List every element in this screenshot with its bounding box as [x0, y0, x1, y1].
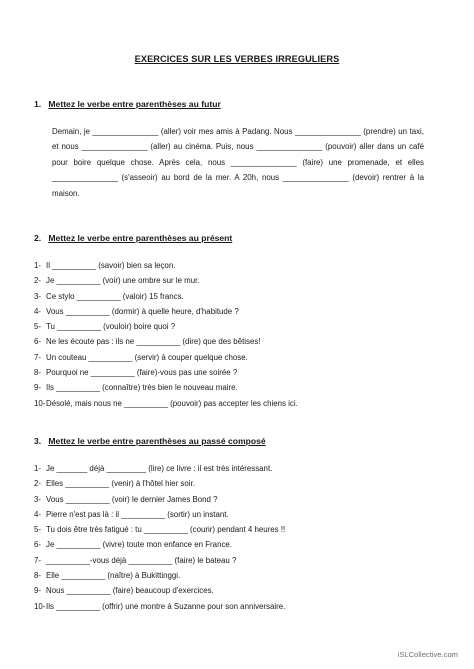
section-1-title: Mettez le verbe entre parenthèses au futur: [48, 99, 221, 109]
section-3-item: [34, 537, 285, 552]
section-3-title: Mettez le verbe entre parenthèses au passé composé: [48, 436, 266, 446]
item-text: Je __________ (vivre) toute mon enfance en France.: [46, 540, 232, 550]
item-text: Pierre n'est pas là : il __________ (sortir) un instant.: [46, 509, 229, 519]
section-2-item: [34, 273, 298, 288]
section-3-item: [34, 461, 285, 476]
item-number: 4-: [34, 306, 42, 316]
item-number: 3-: [34, 291, 42, 301]
section-1-heading: [34, 99, 221, 109]
section-3-item: [34, 476, 285, 491]
section-2-title: Mettez le verbe entre parenthèses au présent: [48, 233, 233, 243]
item-text: Elles __________ (venir) à l'hôtel hier soir.: [46, 479, 195, 489]
item-number: 6-: [34, 337, 42, 347]
section-2-heading: [34, 233, 232, 243]
section-3-item: [34, 583, 285, 598]
item-text: Je _______ déjà _________ (lire) ce livre : il est très intéressant.: [46, 464, 273, 473]
section-2-item: [34, 289, 298, 304]
item-number: 9-: [34, 586, 42, 596]
item-text: Tu __________ (vouloir) boire quoi ?: [46, 322, 176, 332]
item-number: 6-: [34, 540, 42, 550]
item-number: 1-: [34, 464, 42, 473]
item-number: 10-: [34, 601, 46, 611]
item-text: Elle __________ (naître) à Bukittinggi.: [46, 571, 181, 581]
section-2-item: [34, 380, 298, 395]
item-text: Il __________ (savoir) bien sa leçon.: [46, 261, 176, 270]
item-text: Ils __________ (offrir) une montre à Suzanne pour son anniversaire.: [46, 601, 286, 611]
section-3-item: [34, 599, 285, 614]
section-2-item: [34, 304, 298, 319]
worksheet-title: EXERCICES SUR LES VERBES IRREGULIERS: [134, 54, 340, 64]
item-number: 5-: [34, 322, 42, 332]
item-number: 3-: [34, 494, 42, 504]
item-number: 1-: [34, 261, 42, 270]
item-text: Désolé, mais nous ne __________ (pouvoir) pas accepter les chiens ici.: [46, 398, 298, 408]
section-2-number: 2.: [34, 233, 42, 243]
section-3-item: [34, 492, 285, 507]
item-text: Nous __________ (faire) beaucoup d'exercices.: [46, 586, 214, 596]
section-3-item: [34, 507, 285, 522]
item-text: Ils __________ (connaître) très bien le nouveau maire.: [46, 383, 238, 393]
item-text: Pourquoi ne __________ (faire)-vous pas une soirée ?: [46, 368, 238, 378]
section-3-item: [34, 568, 285, 583]
item-number: 7-: [34, 555, 42, 565]
section-2-item: [34, 319, 298, 334]
item-number: 9-: [34, 383, 42, 393]
section-3-heading: [34, 436, 266, 446]
item-text: Tu dois être très fatigué : tu __________ (courir) pendant 4 heures !!: [46, 525, 286, 535]
section-2-item: [34, 350, 298, 365]
section-3-item: [34, 522, 285, 537]
site-watermark: iSLCollective.com: [397, 650, 458, 659]
section-3-list: [34, 461, 285, 614]
item-number: 2-: [34, 276, 42, 286]
item-text: Ce stylo __________ (valoir) 15 francs.: [46, 291, 184, 301]
section-3-number: 3.: [34, 436, 42, 446]
item-text: Vous __________ (voir) le dernier James Bond ?: [46, 494, 218, 504]
item-number: 4-: [34, 509, 42, 519]
item-number: 5-: [34, 525, 42, 535]
item-number: 8-: [34, 571, 42, 581]
item-text: __________-vous déjà __________ (faire) le bateau ?: [46, 555, 237, 565]
item-text: Vous __________ (dormir) à quelle heure, d'habitude ?: [46, 306, 239, 316]
item-text: Un couteau __________ (servir) à couper quelque chose.: [46, 352, 248, 362]
section-2-item: [34, 258, 298, 273]
item-text: Ne les écoute pas : ils ne __________ (dire) que des bêtises!: [46, 337, 261, 347]
section-3-item: [34, 553, 285, 568]
item-number: 8-: [34, 368, 42, 378]
section-2-item: [34, 365, 298, 380]
section-2-item: [34, 334, 298, 349]
section-1-number: 1.: [34, 99, 42, 109]
section-2-list: [34, 258, 298, 411]
item-text: Je __________ (voir) une ombre sur le mur.: [46, 276, 200, 286]
item-number: 7-: [34, 352, 42, 362]
item-number: 2-: [34, 479, 42, 489]
item-number: 10-: [34, 398, 46, 408]
section-2-item: [34, 396, 298, 411]
section-1-paragraph: Demain, je _______________ (aller) voir mes amis à Padang. Nous _______________ (prendre) un taxi, et nous _______________ (aller) au cinéma. Puis, nous _______________ (pouvoir) aller dans un café pour boire quelque chose. Après cela, nous _______________ (faire) une promenade, et elles _______________ (s'asseoir) au bord de la mer. A 20h, nous _______________ (devoir) rentrer à la maison.: [52, 127, 424, 198]
